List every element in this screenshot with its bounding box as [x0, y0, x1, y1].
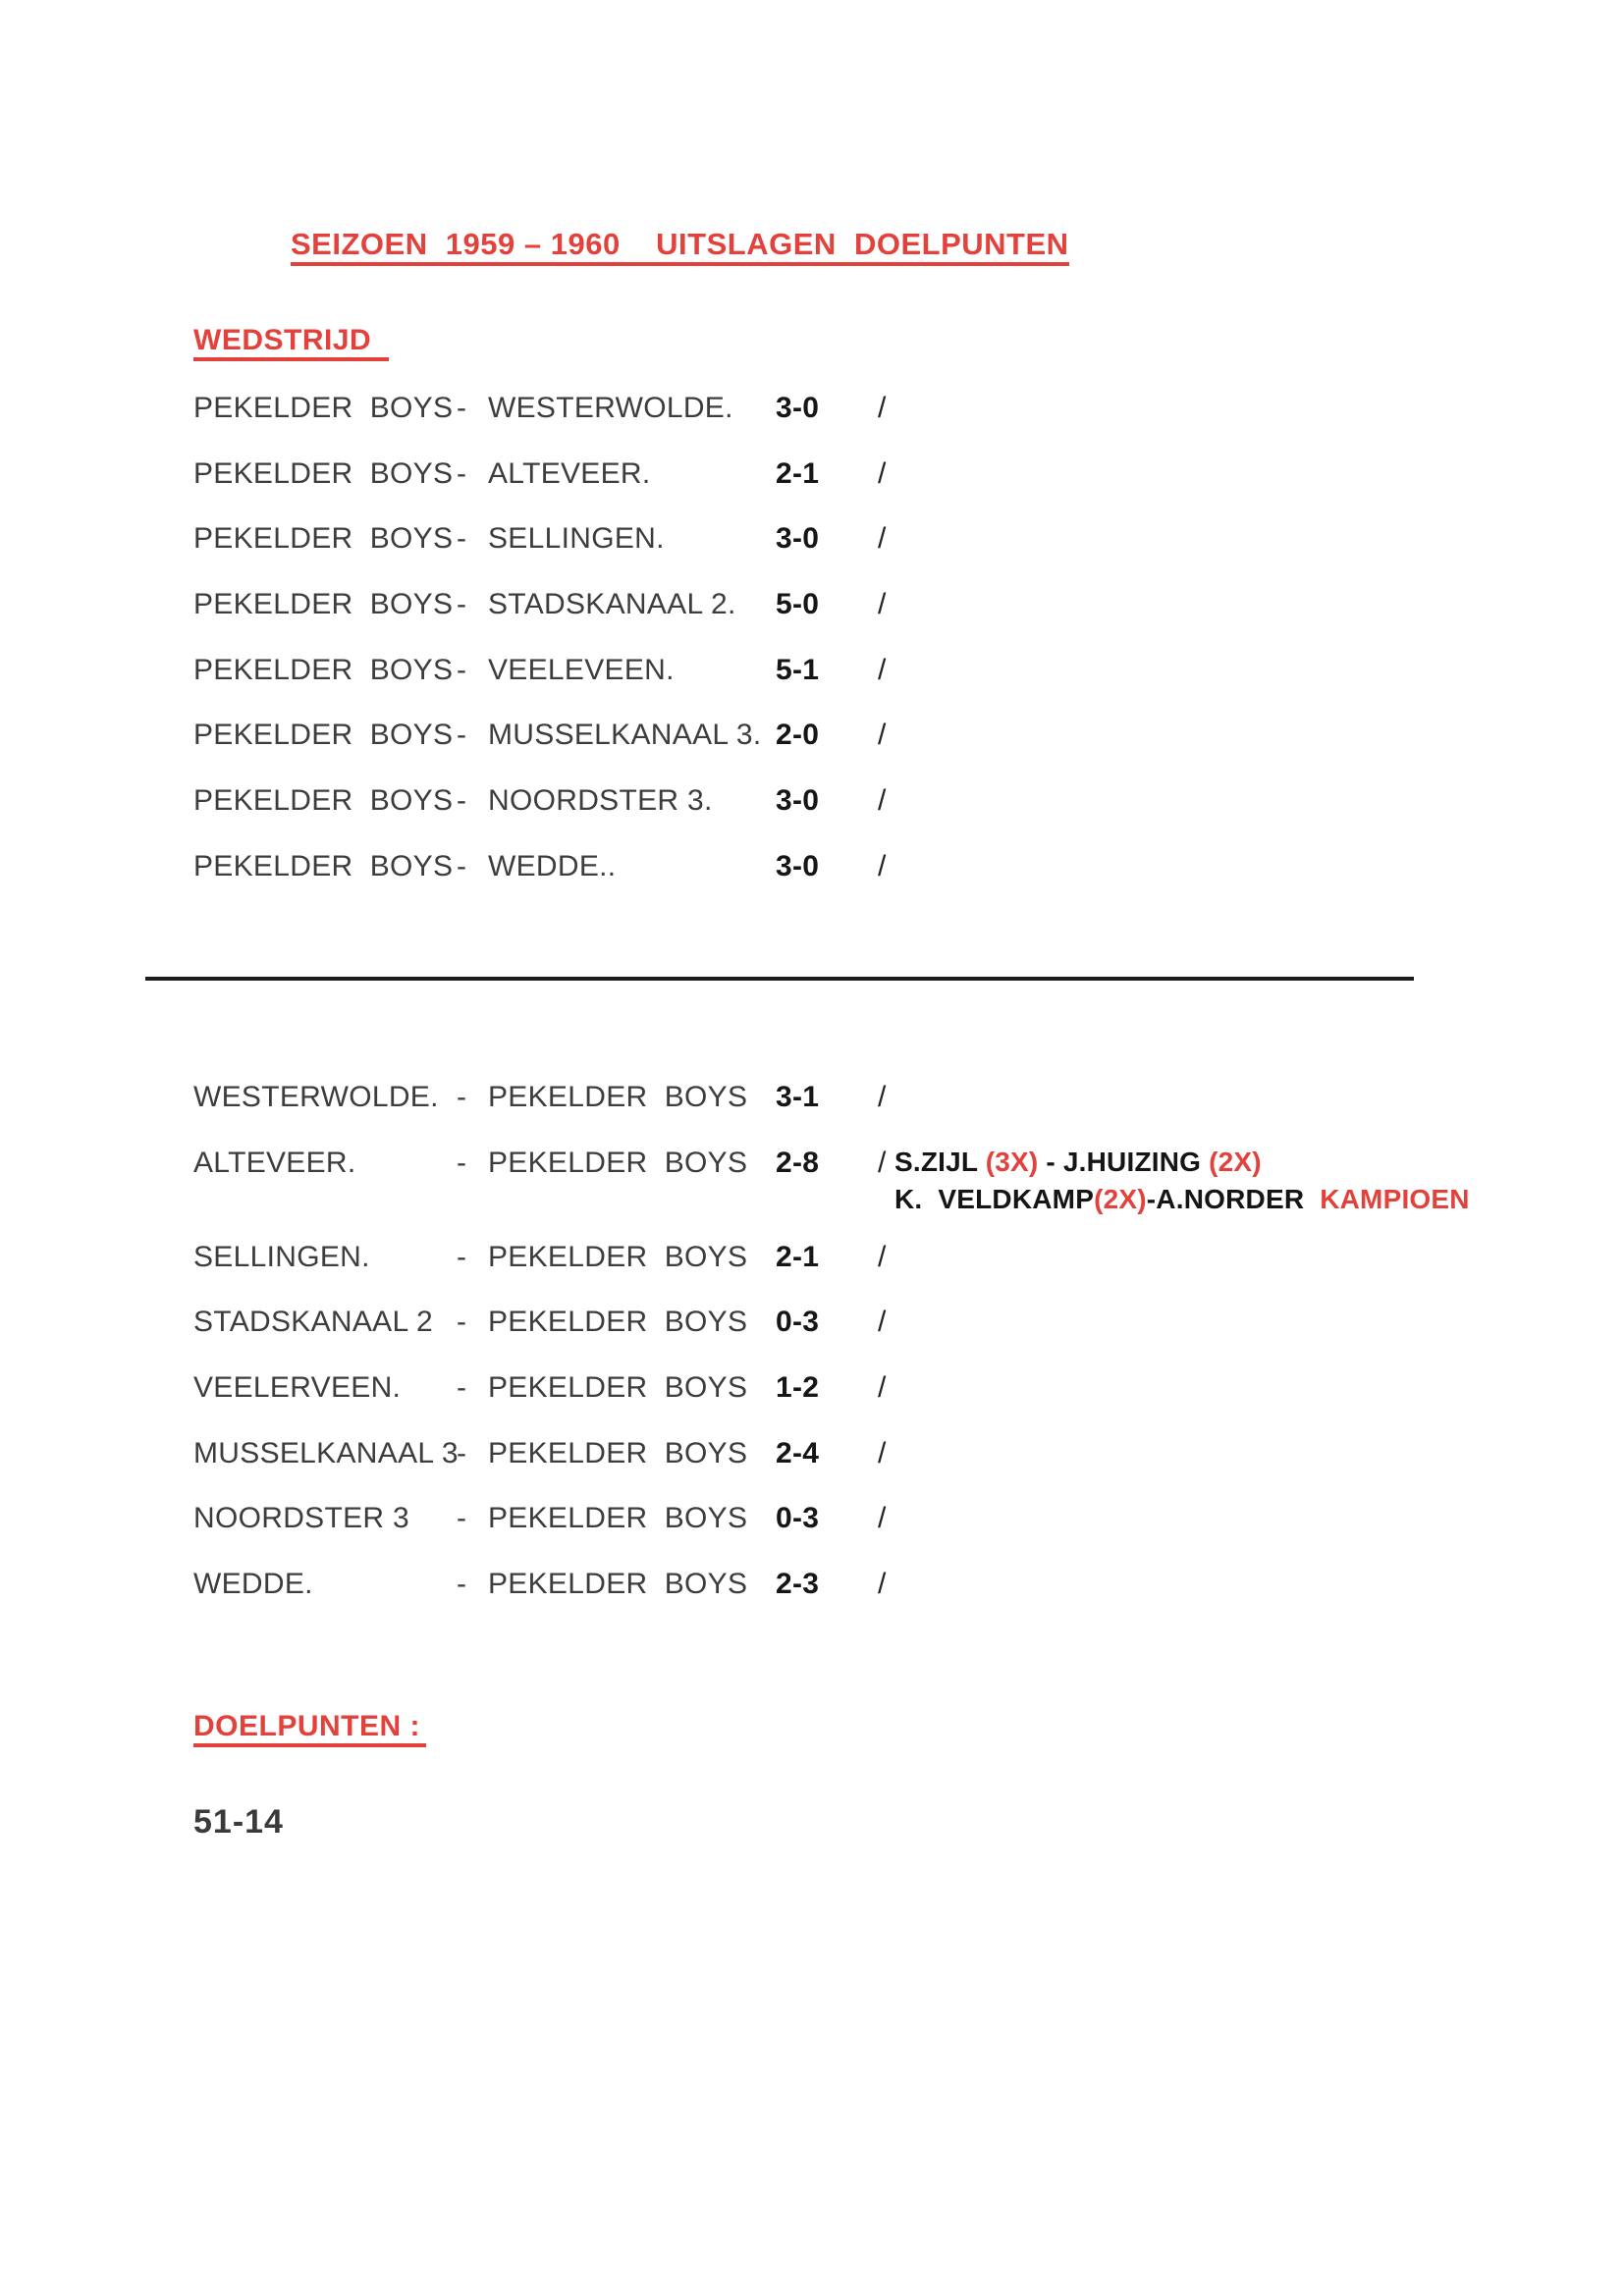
scorer-highlight: (3X): [985, 1146, 1039, 1177]
match-row: [193, 1148, 1470, 1243]
left-team-name: PEKELDER BOYS: [193, 653, 454, 686]
slash-mark: /: [878, 1240, 887, 1273]
home-matches-list: [193, 394, 1470, 918]
wedstrijd-heading: WEDSTRIJD: [193, 326, 389, 361]
match-score: 0-3: [776, 1502, 820, 1535]
match-row: [193, 394, 1470, 459]
slash-mark: /: [878, 456, 887, 490]
slash-mark: /: [878, 1502, 887, 1535]
slash-mark: /: [878, 1568, 887, 1601]
goal-totals: 51-14: [193, 1803, 284, 1841]
match-score: 3-0: [776, 522, 820, 556]
right-team-name: VEELEVEEN.: [488, 653, 675, 686]
left-team-name: PEKELDER BOYS: [193, 456, 454, 490]
match-score: 2-1: [776, 456, 820, 490]
separator-dash: -: [457, 719, 467, 752]
slash-mark: /: [878, 1306, 887, 1339]
right-team-name: ALTEVEER.: [488, 456, 651, 490]
match-row: [193, 524, 1470, 590]
slash-mark: /: [878, 1081, 887, 1113]
separator-dash: -: [457, 1081, 467, 1113]
separator-dash: -: [457, 522, 467, 556]
left-team-name: SELLINGEN.: [193, 1240, 370, 1273]
match-row: [193, 1504, 1470, 1570]
left-team-name: PEKELDER BOYS: [193, 522, 454, 556]
match-row: [193, 456, 1470, 525]
scorers-note-line: [894, 1181, 1470, 1218]
match-row: [193, 1373, 1470, 1439]
right-team-name: PEKELDER BOYS: [488, 1081, 748, 1113]
left-team-name: WESTERWOLDE.: [193, 1081, 439, 1113]
right-team-name: MUSSELKANAAL 3.: [488, 719, 762, 752]
left-team-name: ALTEVEER.: [193, 1146, 356, 1179]
match-row: [193, 1083, 1470, 1148]
right-team-name: PEKELDER BOYS: [488, 1502, 748, 1535]
match-score: 3-0: [776, 849, 820, 882]
match-row: [193, 1240, 1470, 1308]
section-divider-line: [145, 977, 1414, 981]
slash-mark: /: [878, 1436, 887, 1469]
left-team-name: PEKELDER BOYS: [193, 784, 454, 818]
scorers-note-line: [894, 1144, 1470, 1181]
scorer-highlight: (2X): [1209, 1146, 1262, 1177]
separator-dash: -: [457, 653, 467, 686]
right-team-name: PEKELDER BOYS: [488, 1240, 748, 1273]
slash-mark: /: [878, 849, 887, 882]
match-score: 3-0: [776, 392, 820, 424]
scorer-highlight: KAMPIOEN: [1320, 1183, 1470, 1214]
left-team-name: WEDDE.: [193, 1568, 313, 1601]
match-row: [193, 1308, 1470, 1373]
match-score: 5-0: [776, 588, 820, 621]
slash-mark: /: [878, 719, 887, 752]
match-score: 5-1: [776, 653, 820, 686]
right-team-name: STADSKANAAL 2.: [488, 588, 736, 621]
separator-dash: -: [457, 456, 467, 490]
separator-dash: -: [457, 1146, 467, 1179]
scorer-text: - J.HUIZING: [1038, 1146, 1210, 1177]
slash-mark: /: [878, 522, 887, 556]
left-team-name: PEKELDER BOYS: [193, 849, 454, 882]
separator-dash: -: [457, 1240, 467, 1273]
slash-mark: /: [878, 1371, 887, 1405]
scorers-note: [894, 1144, 1470, 1218]
match-row: [193, 721, 1470, 786]
match-row: [193, 849, 1470, 918]
match-row: [193, 1436, 1470, 1505]
scorer-text: K. VELDKAMP: [894, 1183, 1095, 1214]
separator-dash: -: [457, 588, 467, 621]
separator-dash: -: [457, 1436, 467, 1469]
left-team-name: VEELERVEEN.: [193, 1371, 402, 1405]
slash-mark: /: [878, 784, 887, 818]
right-team-name: PEKELDER BOYS: [488, 1436, 748, 1469]
left-team-name: PEKELDER BOYS: [193, 588, 454, 621]
right-team-name: PEKELDER BOYS: [488, 1146, 748, 1179]
slash-mark: /: [878, 588, 887, 621]
separator-dash: -: [457, 1371, 467, 1405]
left-team-name: STADSKANAAL 2: [193, 1306, 433, 1339]
left-team-name: PEKELDER BOYS: [193, 719, 454, 752]
match-score: 0-3: [776, 1306, 820, 1339]
right-team-name: SELLINGEN.: [488, 522, 665, 556]
separator-dash: -: [457, 1568, 467, 1601]
match-row: [193, 1570, 1470, 1635]
scorer-text: -A.NORDER: [1146, 1183, 1321, 1214]
slash-mark: /: [878, 392, 887, 424]
separator-dash: -: [457, 392, 467, 424]
right-team-name: PEKELDER BOYS: [488, 1568, 748, 1601]
slash-mark: /: [878, 653, 887, 686]
doelpunten-heading: DOELPUNTEN :: [193, 1712, 426, 1747]
slash-mark: /: [878, 1146, 887, 1179]
right-team-name: PEKELDER BOYS: [488, 1306, 748, 1339]
separator-dash: -: [457, 784, 467, 818]
match-score: 2-1: [776, 1240, 820, 1273]
match-score: 3-0: [776, 784, 820, 818]
scorer-highlight: (2X): [1094, 1183, 1147, 1214]
left-team-name: MUSSELKANAAL 3: [193, 1436, 459, 1469]
right-team-name: NOORDSTER 3.: [488, 784, 713, 818]
match-row: [193, 590, 1470, 656]
separator-dash: -: [457, 1306, 467, 1339]
right-team-name: WEDDE..: [488, 849, 617, 882]
match-score: 1-2: [776, 1371, 820, 1405]
scorer-text: S.ZIJL: [894, 1146, 986, 1177]
left-team-name: NOORDSTER 3: [193, 1502, 409, 1535]
match-score: 2-8: [776, 1146, 820, 1179]
match-row: [193, 653, 1470, 721]
page-title: SEIZOEN 1959 – 1960 UITSLAGEN DOELPUNTEN: [291, 229, 1069, 266]
match-score: 3-1: [776, 1081, 820, 1113]
match-score: 2-3: [776, 1568, 820, 1601]
away-matches-list: [193, 1083, 1470, 1635]
separator-dash: -: [457, 1502, 467, 1535]
match-score: 2-4: [776, 1436, 820, 1469]
match-score: 2-0: [776, 719, 820, 752]
separator-dash: -: [457, 849, 467, 882]
right-team-name: PEKELDER BOYS: [488, 1371, 748, 1405]
right-team-name: WESTERWOLDE.: [488, 392, 733, 424]
left-team-name: PEKELDER BOYS: [193, 392, 454, 424]
match-row: [193, 786, 1470, 852]
